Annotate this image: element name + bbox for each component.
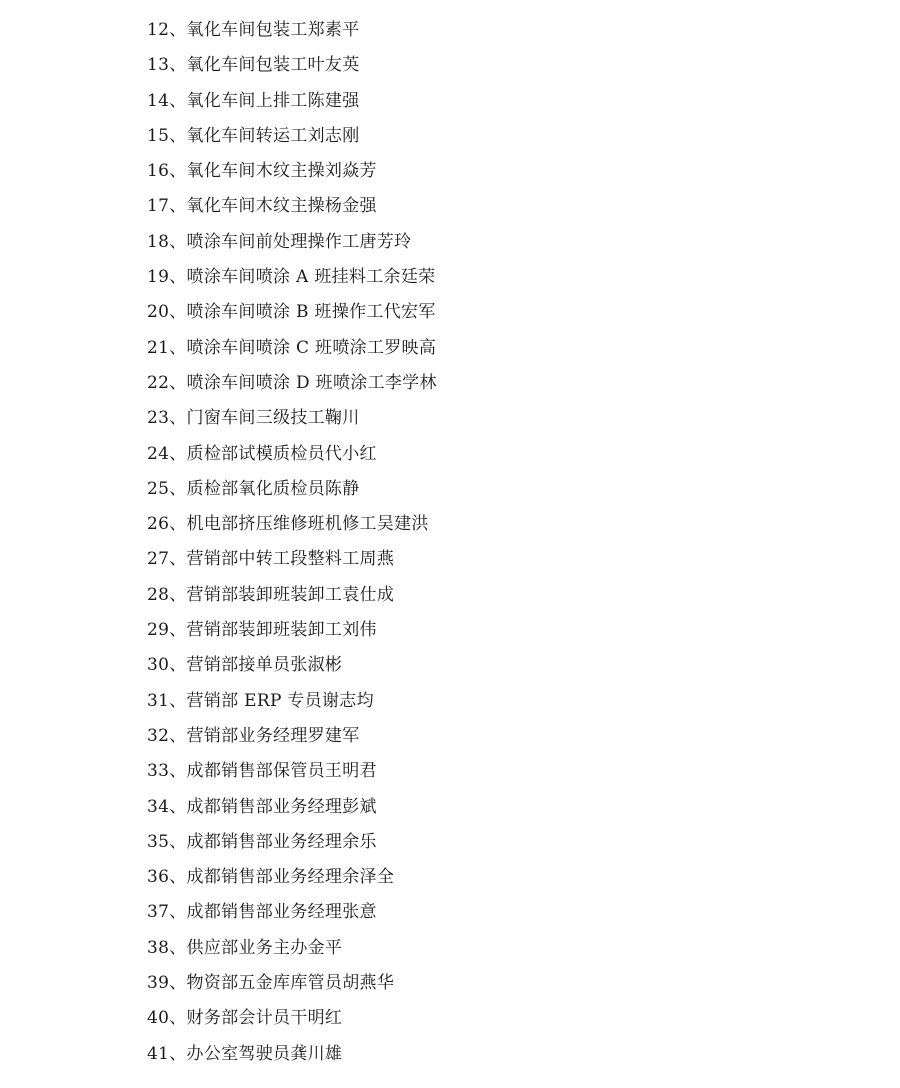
list-item: 20、喷涂车间喷涂 B 班操作工代宏军 <box>147 302 436 323</box>
list-item: 39、物资部五金库库管员胡燕华 <box>147 973 395 994</box>
list-item: 14、氧化车间上排工陈建强 <box>147 90 360 111</box>
list-item: 32、营销部业务经理罗建军 <box>147 725 360 746</box>
name-list <box>147 13 437 1072</box>
list-item: 24、质检部试模质检员代小红 <box>147 443 377 464</box>
list-item: 16、氧化车间木纹主操刘焱芳 <box>147 161 377 182</box>
list-item: 21、喷涂车间喷涂 C 班喷涂工罗映高 <box>147 337 437 358</box>
list-item: 41、办公室驾驶员龚川雄 <box>147 1043 343 1064</box>
list-item: 17、氧化车间木纹主操杨金强 <box>147 196 377 217</box>
list-item: 22、喷涂车间喷涂 D 班喷涂工李学林 <box>147 372 437 393</box>
list-item: 19、喷涂车间喷涂 A 班挂料工余廷荣 <box>147 267 436 288</box>
list-item: 13、氧化车间包装工叶友英 <box>147 55 360 76</box>
list-item: 34、成都销售部业务经理彭斌 <box>147 796 377 817</box>
list-item: 12、氧化车间包装工郑素平 <box>147 20 360 40</box>
list-item: 25、质检部氧化质检员陈静 <box>147 478 360 499</box>
list-item: 26、机电部挤压维修班机修工吴建洪 <box>147 514 429 535</box>
list-item: 38、供应部业务主办金平 <box>147 937 343 958</box>
list-item: 35、成都销售部业务经理余乐 <box>147 831 377 852</box>
list-item: 31、营销部 ERP 专员谢志均 <box>147 690 374 711</box>
list-item: 33、成都销售部保管员王明君 <box>147 761 377 782</box>
list-item: 28、营销部装卸班装卸工袁仕成 <box>147 584 395 605</box>
list-item: 23、门窗车间三级技工鞠川 <box>147 408 360 429</box>
list-item: 29、营销部装卸班装卸工刘伟 <box>147 620 377 641</box>
list-item: 37、成都销售部业务经理张意 <box>147 902 377 923</box>
list-item: 27、营销部中转工段整料工周燕 <box>147 549 395 570</box>
list-item: 18、喷涂车间前处理操作工唐芳玲 <box>147 231 412 252</box>
list-item: 40、财务部会计员干明红 <box>147 1008 343 1029</box>
list-item: 15、氧化车间转运工刘志刚 <box>147 125 360 146</box>
list-item: 30、营销部接单员张淑彬 <box>147 655 343 676</box>
list-item: 36、成都销售部业务经理余泽全 <box>147 867 395 888</box>
